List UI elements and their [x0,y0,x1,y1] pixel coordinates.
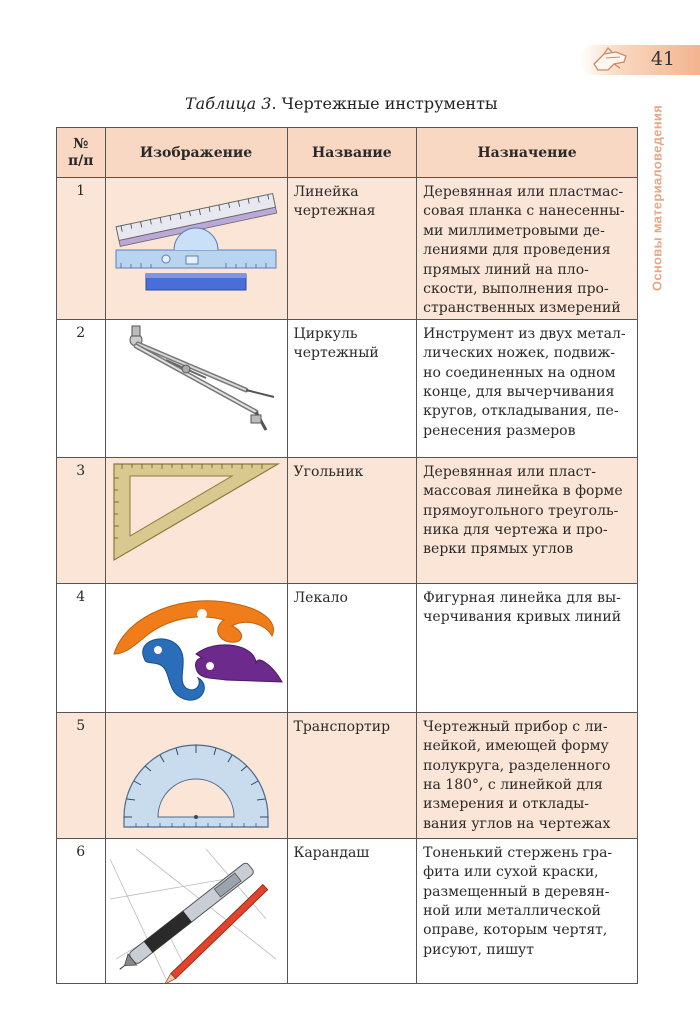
row-name-line: Карандаш [293,844,370,861]
row-purpose-line: на 180°, с линейкой для [423,777,603,794]
row-purpose [417,178,638,320]
row-number: 3 [57,457,106,583]
row-purpose-line: прямых линий на пло- [423,261,589,278]
drafting-hand-icon [590,44,632,76]
row-purpose-line: прямоугольного треуголь- [423,502,619,519]
row-image [105,178,287,320]
header-number-abbr: п/п [67,152,94,169]
protractor-icon [106,713,287,838]
row-purpose-line: оправе, которым чертят, [423,922,608,939]
row-purpose-line: лениями для проведения [423,242,611,259]
row-purpose-line: Тоненький стержень гра- [423,844,613,861]
row-purpose-line: ной или металлической [423,903,601,920]
row-number: 6 [57,838,106,983]
row-purpose-line: вания углов на чертежах [423,815,611,832]
row-purpose-line: массовая линейка в форме [423,483,623,500]
row-number: 4 [57,583,106,712]
row-name-line: чертежный [293,344,379,361]
row-purpose-line: рисуют, пишут [423,941,535,958]
table-row [57,457,638,583]
row-purpose-line: лических ножек, подвиж- [423,345,615,362]
header-name: Название [287,128,417,178]
ruler-icon [106,178,287,317]
row-purpose-line: верки прямых углов [423,541,574,558]
pencil-icon [106,839,287,983]
drawing-tools-table [56,127,638,984]
row-purpose-line: Инструмент из двух метал- [423,325,626,342]
header-image: Изображение [105,128,287,178]
row-image [105,712,287,838]
side-section-title [648,88,666,308]
row-number: 2 [57,319,106,457]
table-row [57,712,638,838]
row-name [287,178,417,320]
row-purpose-line: ми миллиметровыми де- [423,222,605,239]
row-purpose-line: кругов, откладывания, пе- [423,403,619,420]
row-purpose-line: ника для чертежа и про- [423,522,608,539]
table-caption-label: Таблица 3. [185,94,277,113]
row-purpose-line: Деревянная или пласт- [423,463,596,480]
row-name [287,457,417,583]
row-name-line: Лекало [293,589,348,606]
header-number-symbol: № [73,135,89,152]
table-header-row [57,128,638,178]
row-image [105,583,287,712]
table-caption [185,94,498,113]
row-number: 5 [57,712,106,838]
row-purpose-line: странственных измерений [423,300,621,317]
row-purpose [417,457,638,583]
row-purpose [417,583,638,712]
row-purpose [417,838,638,983]
row-purpose-line: Чертежный прибор с ли- [423,718,608,735]
row-name-line: Циркуль [293,325,358,342]
row-name [287,838,417,983]
row-purpose-line: черчивания кривых линий [423,609,622,626]
row-name-line: Линейка [293,184,359,200]
table-row [57,178,638,320]
table-caption-text: Чертежные инструменты [281,94,498,113]
row-image [105,838,287,983]
table-row [57,838,638,983]
row-purpose-line: измерения и отклады- [423,796,589,813]
row-name-line: Угольник [293,463,364,480]
row-purpose-line: но соединенных на одном [423,364,616,381]
row-purpose-line: Деревянная или пластмас- [423,184,624,200]
row-number: 1 [57,178,106,320]
table-row [57,319,638,457]
set-square-icon [106,458,287,583]
row-name [287,319,417,457]
compass-icon [106,320,287,457]
header-number [57,128,106,178]
row-purpose-line: размещенный в деревян- [423,883,610,900]
row-purpose [417,319,638,457]
header-purpose: Назначение [417,128,638,178]
row-purpose-line: конце, для вычерчивания [423,384,615,401]
table-row [57,583,638,712]
row-image [105,319,287,457]
side-section-title-text: Основы материаловедения [649,104,665,292]
row-purpose-line: нейкой, имеющей форму [423,738,609,755]
page-number: 41 [650,48,675,70]
row-name-line: чертежная [293,203,376,219]
row-purpose-line: Фигурная линейка для вы- [423,589,621,606]
row-image [105,457,287,583]
row-name [287,712,417,838]
french-curve-icon [106,584,287,712]
row-purpose-line: скости, выполнения про- [423,281,609,298]
row-purpose-line: полукруга, разделенного [423,757,611,774]
row-purpose-line: совая планка с нанесенны- [423,203,625,220]
row-purpose-line: фита или сухой краски, [423,864,599,881]
row-purpose-line: ренесения размеров [423,422,576,439]
row-purpose [417,712,638,838]
row-name-line: Транспортир [293,718,391,735]
row-name [287,583,417,712]
